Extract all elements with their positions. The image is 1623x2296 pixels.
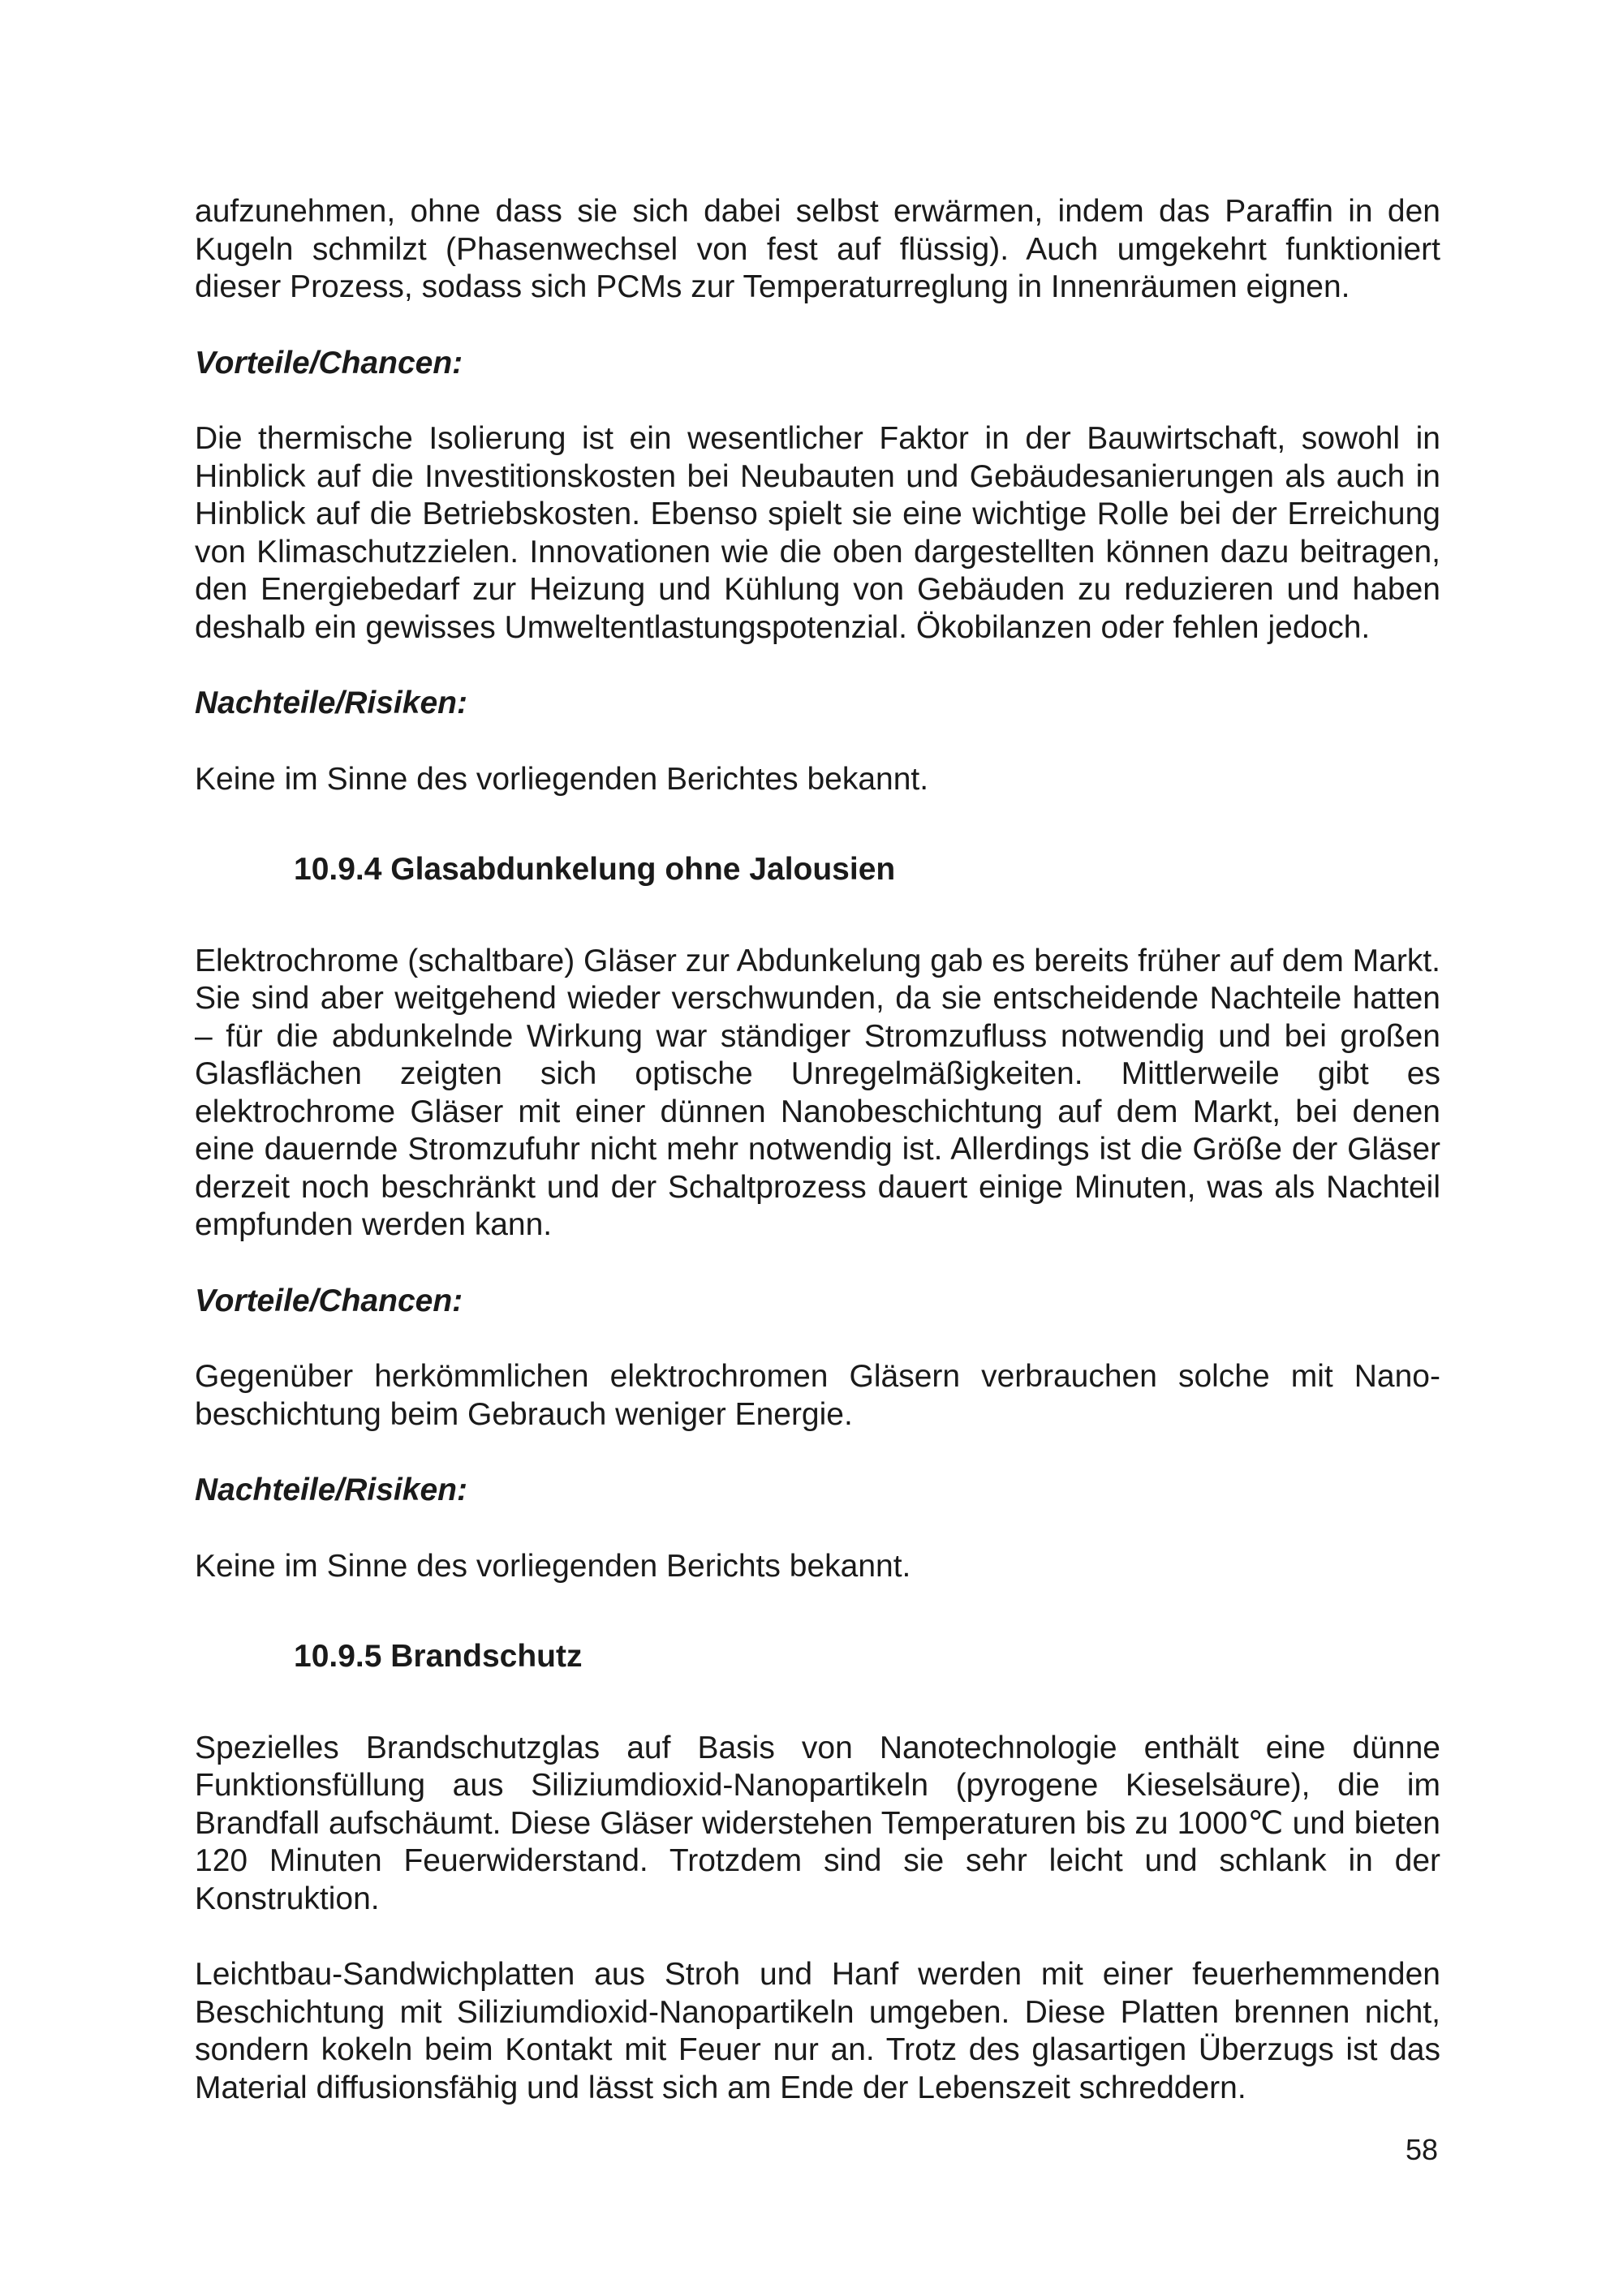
paragraph-fire-protection-glass: Spezielles Brandschutzglas auf Basis von Nanotechnologie enthält eine dünne Funktionsfüllung aus Siliziumdioxid-Nanopartikeln (pyrogene Kieselsäure), die im Brandfall aufschäumt. Diese Gläser widerstehen Temperaturen bis zu 1000℃ und bieten 120 Minuten Feuerwiderstand. Trotzdem sind sie sehr leicht und schlank in der Konstruktion. bbox=[195, 1730, 1440, 1916]
paragraph-nanocoating-energy: Gegenüber herkömmlichen elektrochromen Gläsern verbrauchen solche mit Nanobeschichtung beim Gebrauch weniger Energie. bbox=[195, 1359, 1440, 1432]
paragraph-pcm-continuation: aufzunehmen, ohne dass sie sich dabei selbst erwärmen, indem das Paraffin in den Kugeln schmilzt (Phasenwechsel von fest auf flüssig). Auch umgekehrt funktioniert dieser Prozess, sodass sich PCMs zur Temperaturreglung in Innenräumen eignen. bbox=[195, 194, 1440, 304]
paragraph-no-risks-glass: Keine im Sinne des vorliegenden Berichts bekannt. bbox=[195, 1548, 911, 1584]
section-heading-fire-protection: 10.9.5 Brandschutz bbox=[294, 1639, 583, 1674]
section-heading-glass-dimming: 10.9.4 Glasabdunkelung ohne Jalousien bbox=[294, 852, 896, 887]
label-advantages-glass: Vorteile/Chancen: bbox=[195, 1283, 463, 1318]
paragraph-electrochromic-glass: Elektrochrome (schaltbare) Gläser zur Abdunkelung gab es bereits früher auf dem Markt. Sie sind aber weitgehend wieder verschwunden, da sie entscheidende Nachteile hatten – für die abdunkelnde Wirkung war ständiger Stromzufluss notwendig und bei großen Glasflächen zeigten sich optische Unregelmäßigkeiten. Mittlerweile gibt es elektrochrome Gläser mit einer dünnen Nanobeschichtung auf dem Markt, bei denen eine dauernde Stromzufuhr nicht mehr notwendig ist. Allerdings ist die Größe der Gläser derzeit noch beschränkt und der Schaltprozess dauert einige Minuten, was als Nachteil empfunden werden kann. bbox=[195, 943, 1440, 1242]
paragraph-no-risks-isolation: Keine im Sinne des vorliegenden Berichtes bekannt. bbox=[195, 761, 929, 797]
page-number: 58 bbox=[1405, 2133, 1438, 2166]
paragraph-sandwich-panels: Leichtbau-Sandwichplatten aus Stroh und Hanf werden mit einer feuerhemmenden Beschichtung mit Siliziumdioxid-Nanopartikeln umgeben. Diese Platten brennen nicht, sondern kokeln beim Kontakt mit Feuer nur an. Trotz des glasartigen Überzugs ist das Material diffusionsfähig und lässt sich am Ende der Lebenszeit schreddern. bbox=[195, 1957, 1440, 2105]
label-risks-isolation: Nachteile/Risiken: bbox=[195, 686, 467, 720]
label-risks-glass: Nachteile/Risiken: bbox=[195, 1473, 467, 1507]
label-advantages-isolation: Vorteile/Chancen: bbox=[195, 345, 463, 381]
paragraph-thermal-isolation: Die thermische Isolierung ist ein wesentlicher Faktor in der Bauwirtschaft, sowohl in Hinblick auf die Investitionskosten bei Neubauten und Gebäudesanierungen als auch in Hinblick auf die Betriebskosten. Ebenso spielt sie eine wichtige Rolle bei der Erreichung von Klimaschutzzielen. Innovationen wie die oben dargestellten können dazu beitragen, den Energiebedarf zur Heizung und Kühlung von Gebäuden zu reduzieren und haben deshalb ein gewisses Umweltentlastungspotenzial. Ökobilanzen oder fehlen jedoch. bbox=[195, 421, 1440, 645]
page-content bbox=[195, 193, 1440, 2107]
